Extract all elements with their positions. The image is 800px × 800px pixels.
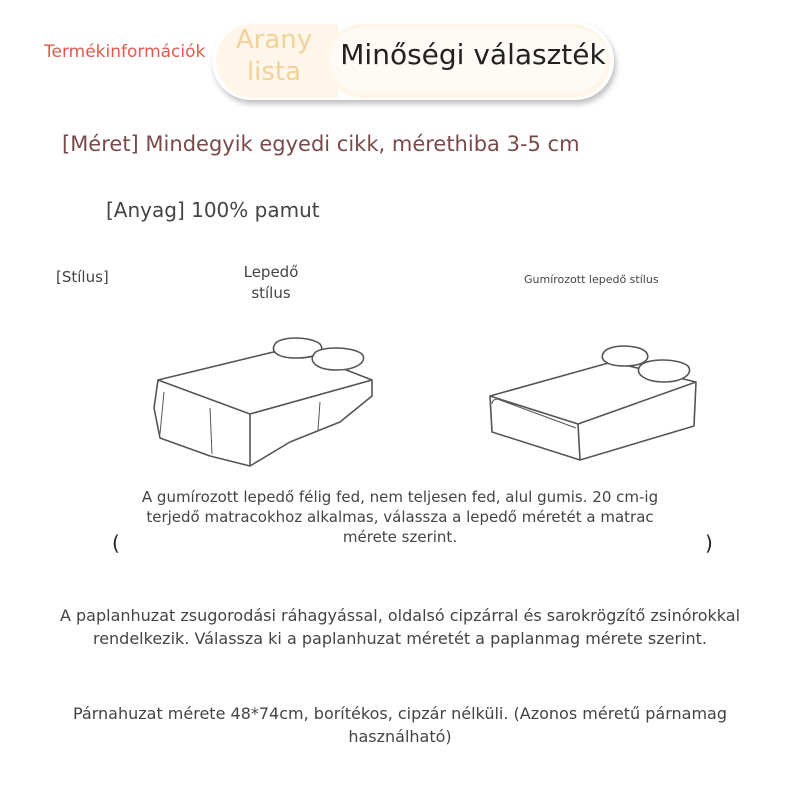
flat-sheet-label: Lepedő stílus xyxy=(243,263,299,302)
style-label: [Stílus] xyxy=(56,268,109,286)
fitted-sheet-label: Gumírozott lepedő stílus xyxy=(524,273,659,286)
size-spec: [Méret] Mindegyik egyedi cikk, mérethiba 3-5 cm xyxy=(62,132,580,156)
paren-right: ) xyxy=(705,531,713,555)
duvet-cover-note: A paplanhuzat zsugorodási ráhagyással, oldalsó cipzárral és sarokrögzítő zsinórokkal rendelkezik. Válassza ki a paplanhuzat méretét a paplanmag mérete szerint. xyxy=(59,606,741,648)
pillowcase-note: Párnahuzat mérete 48*74cm, borítékos, cipzár nélküli. (Azonos méretű párnamag használható) xyxy=(72,704,728,746)
fitted-sheet-note xyxy=(130,487,670,547)
fitted-note-line-1: A gumírozott lepedő félig fed, nem teljesen fed, alul gumis. 20 cm-ig xyxy=(141,488,659,506)
fitted-note-line-2: terjedő matracokhoz alkalmas, válassza a lepedő méretét a matrac xyxy=(146,508,654,526)
material-spec: [Anyag] 100% pamut xyxy=(106,198,320,222)
paren-left: ( xyxy=(112,531,120,555)
fitted-note-line-3: mérete szerint. xyxy=(342,528,458,546)
product-info-tab[interactable]: Termékinformációk xyxy=(44,42,206,62)
tab-quality-selection[interactable]: Minőségi választék xyxy=(340,38,606,71)
tab-gold-list[interactable]: Arany lista xyxy=(235,25,313,87)
flat-sheet-illustration xyxy=(140,330,390,475)
fitted-sheet-illustration xyxy=(480,340,710,470)
